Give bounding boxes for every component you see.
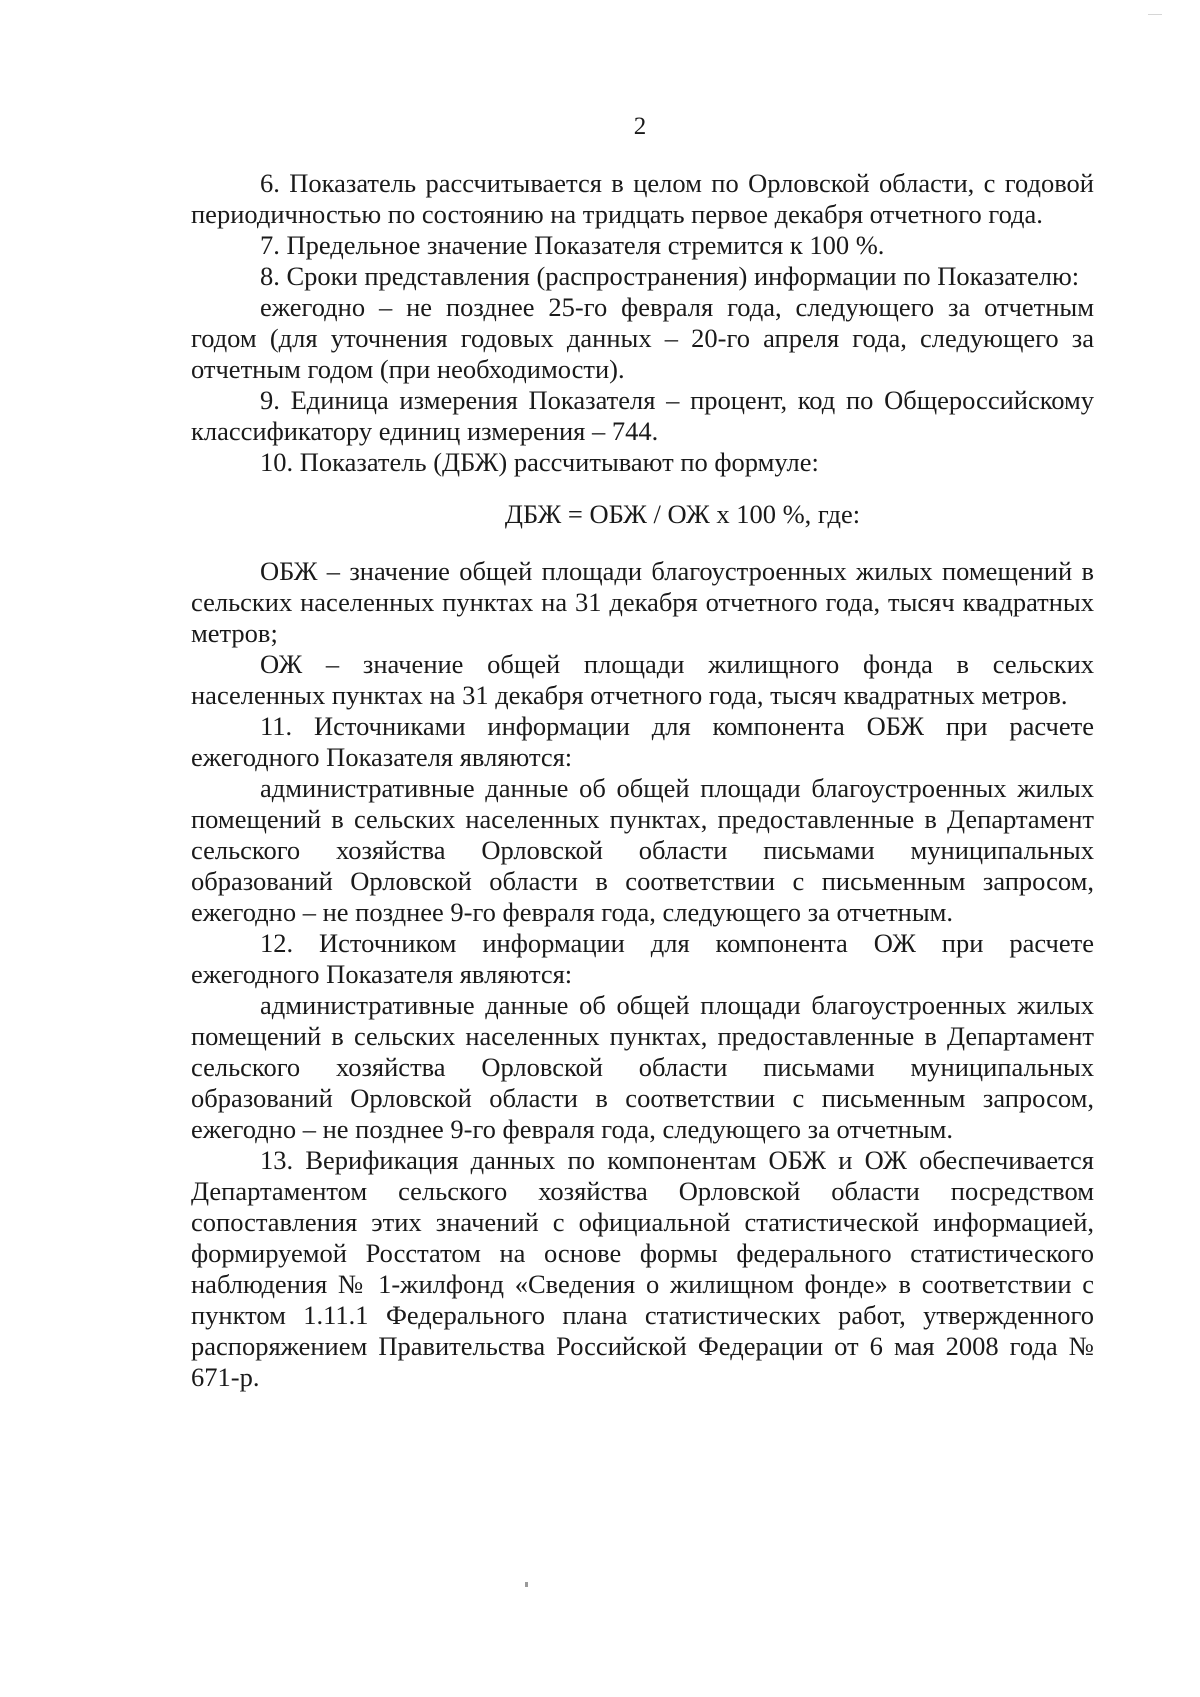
paragraph-8-deadline: ежегодно – не позднее 25-го февраля года, следующего за отчетным годом (для уточнения годовых данных – 20-го апреля года, следующего за отчетным годом (при необходимости). (191, 292, 1094, 384)
page-number: 2 (633, 113, 647, 140)
paragraph-12-source: административные данные об общей площади благоустроенных жилых помещений в сельских населенных пунктах, предоставленные в Департамент сельского хозяйства Орловской области письмами муниципальных образований Орловской области в соответствии с письменным запросом, ежегодно – не позднее 9-го февраля года, следующего за отчетным. (191, 990, 1094, 1144)
formula: ДБЖ = ОБЖ / ОЖ х 100 %, где: (504, 499, 861, 529)
definition-ozh: ОЖ – значение общей площади жилищного фонда в сельских населенных пунктах на 31 декабря отчетного года, тысяч квадратных метров. (191, 649, 1094, 710)
paragraph-7: 7. Предельное значение Показателя стремится к 100 %. (260, 230, 885, 260)
paragraph-9: 9. Единица измерения Показателя – процент, код по Общероссийскому классификатору единиц измерения – 744. (191, 385, 1094, 446)
document-body (191, 168, 1094, 1393)
definition-obzh: ОБЖ – значение общей площади благоустроенных жилых помещений в сельских населенных пунктах на 31 декабря отчетного года, тысяч квадратных метров; (191, 556, 1094, 648)
scan-mark (1148, 14, 1162, 15)
paragraph-13: 13. Верификация данных по компонентам ОБЖ и ОЖ обеспечивается Департаментом сельского хозяйства Орловской области посредством сопоставления этих значений с официальной статистической информацией, формируемой Росстатом на основе формы федерального статистического наблюдения № 1-жилфонд «Сведения о жилищном фонде» в соответствии с пунктом 1.11.1 Федерального плана статистических работ, утвержденного распоряжением Правительства Российской Федерации от 6 мая 2008 года № 671-р. (191, 1145, 1094, 1392)
paragraph-8: 8. Сроки представления (распространения) информации по Показателю: (260, 261, 1080, 291)
paragraph-6: 6. Показатель рассчитывается в целом по Орловской области, с годовой периодичностью по состоянию на тридцать первое декабря отчетного года. (191, 168, 1094, 229)
paragraph-11: 11. Источниками информации для компонента ОБЖ при расчете ежегодного Показателя являются: (191, 711, 1094, 772)
paragraph-11-source: административные данные об общей площади благоустроенных жилых помещений в сельских населенных пунктах, предоставленные в Департамент сельского хозяйства Орловской области письмами муниципальных образований Орловской области в соответствии с письменным запросом, ежегодно – не позднее 9-го февраля года, следующего за отчетным. (191, 773, 1094, 927)
scan-mark (525, 1582, 528, 1587)
paragraph-10: 10. Показатель (ДБЖ) рассчитывают по формуле: (260, 447, 819, 477)
paragraph-12: 12. Источником информации для компонента ОЖ при расчете ежегодного Показателя являются: (191, 928, 1094, 989)
